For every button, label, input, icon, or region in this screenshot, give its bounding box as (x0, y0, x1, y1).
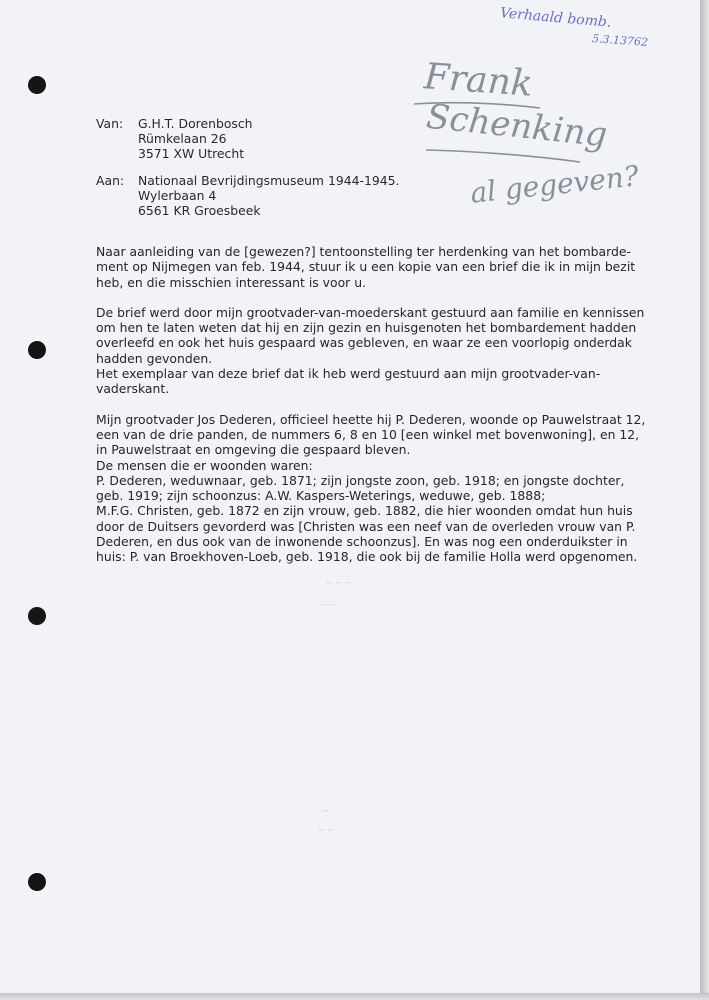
text-line: P. Dederen, weduwnaar, geb. 1871; zijn jongste zoon, geb. 1918; en jongste dochter, (96, 472, 625, 488)
punch-hole-4 (28, 873, 46, 891)
handwritten-first-name: Frank (422, 56, 534, 105)
text-line: geb. 1919; zijn schoonzus: A.W. Kaspers-Weterings, weduwe, geb. 1888; (96, 488, 546, 504)
text-line: M.F.G. Christen, geb. 1872 en zijn vrouw, geb. 1882, die hier woonden omdat hun huis (96, 503, 633, 519)
bleed-through-mark: -- -- (320, 600, 336, 610)
recipient-city: 6561 KR Groesbeek (138, 203, 261, 218)
text-line: in Pauwelstraat en omgeving die gespaard bleven. (96, 442, 411, 458)
text-line: hadden gevonden. (96, 350, 213, 366)
sender-label: Van: (96, 116, 124, 131)
recipient-street: Wylerbaan 4 (138, 188, 217, 203)
text-line: Naar aanleiding van de [gewezen?] tentoonstelling ter herdenking van het bombarde- (96, 244, 631, 259)
text-line: vaderskant. (96, 381, 170, 397)
text-line: Mijn grootvader Jos Dederen, officieel heette hij P. Dederen, woonde op Pauwelstraat 12, (96, 411, 646, 427)
handwritten-reference-number: 5.3.13762 (591, 32, 649, 49)
sender-name: G.H.T. Dorenbosch (138, 116, 253, 131)
text-line: om hen te laten weten dat hij en zijn gezin en huisgenoten het bombardement hadden (96, 320, 637, 336)
text-line: huis: P. van Broekhoven-Loeb, geb. 1918, die ook bij de familie Holla werd opgenomen. (96, 549, 638, 565)
text-line: heb, en die misschien interessant is voor u. (96, 274, 366, 290)
punch-hole-1 (28, 76, 46, 94)
punch-hole-3 (28, 607, 46, 625)
bleed-through-mark: -- -- (318, 825, 334, 835)
letter-body (96, 244, 646, 580)
paragraph-2 (96, 304, 645, 397)
text-line: De mensen die er woonden waren: (96, 457, 313, 473)
bleed-through-mark: -- -- -- (326, 578, 352, 588)
text-line: een van de drie panden, de nummers 6, 8 en 10 [een winkel met bovenwoning], en 12, (96, 426, 640, 442)
text-line: overleefd en ook het huis gespaard was gebleven, en waar ze een voorlopig onderdak (96, 335, 632, 351)
text-line: Het exemplaar van deze brief dat ik heb werd gestuurd aan mijn grootvader-van- (96, 366, 601, 382)
recipient-name: Nationaal Bevrijdingsmuseum 1944-1945. (138, 173, 400, 188)
page-edge-shadow (700, 0, 709, 1000)
text-line: door de Duitsers gevorderd was [Christen was een neef van de overleden vrouw van P. (96, 518, 636, 534)
paragraph-1 (96, 244, 636, 290)
text-line: Dederen, en dus ook van de inwonende schoonzus]. En was nog een onderduikster in (96, 534, 628, 550)
handwritten-reference: Verhaald bomb. (499, 5, 612, 31)
page-bottom-shadow (0, 993, 709, 1000)
sender-city: 3571 XW Utrecht (138, 146, 245, 161)
handwritten-last-name: Schenking (424, 96, 609, 156)
handwritten-note: al gegeven? (468, 159, 641, 210)
sender-street: Rümkelaan 26 (138, 131, 227, 146)
text-line: De brief werd door mijn grootvader-van-moederskant gestuurd aan familie en kennissen (96, 304, 645, 320)
punch-hole-2 (28, 341, 46, 359)
text-line: ment op Nijmegen van feb. 1944, stuur ik u een kopie van een brief die ik in mijn bezit (96, 259, 636, 275)
paragraph-3 (96, 411, 646, 565)
bleed-through-mark: -- (322, 806, 329, 816)
underline-stroke-2 (424, 144, 584, 166)
recipient-label: Aan: (96, 173, 125, 188)
